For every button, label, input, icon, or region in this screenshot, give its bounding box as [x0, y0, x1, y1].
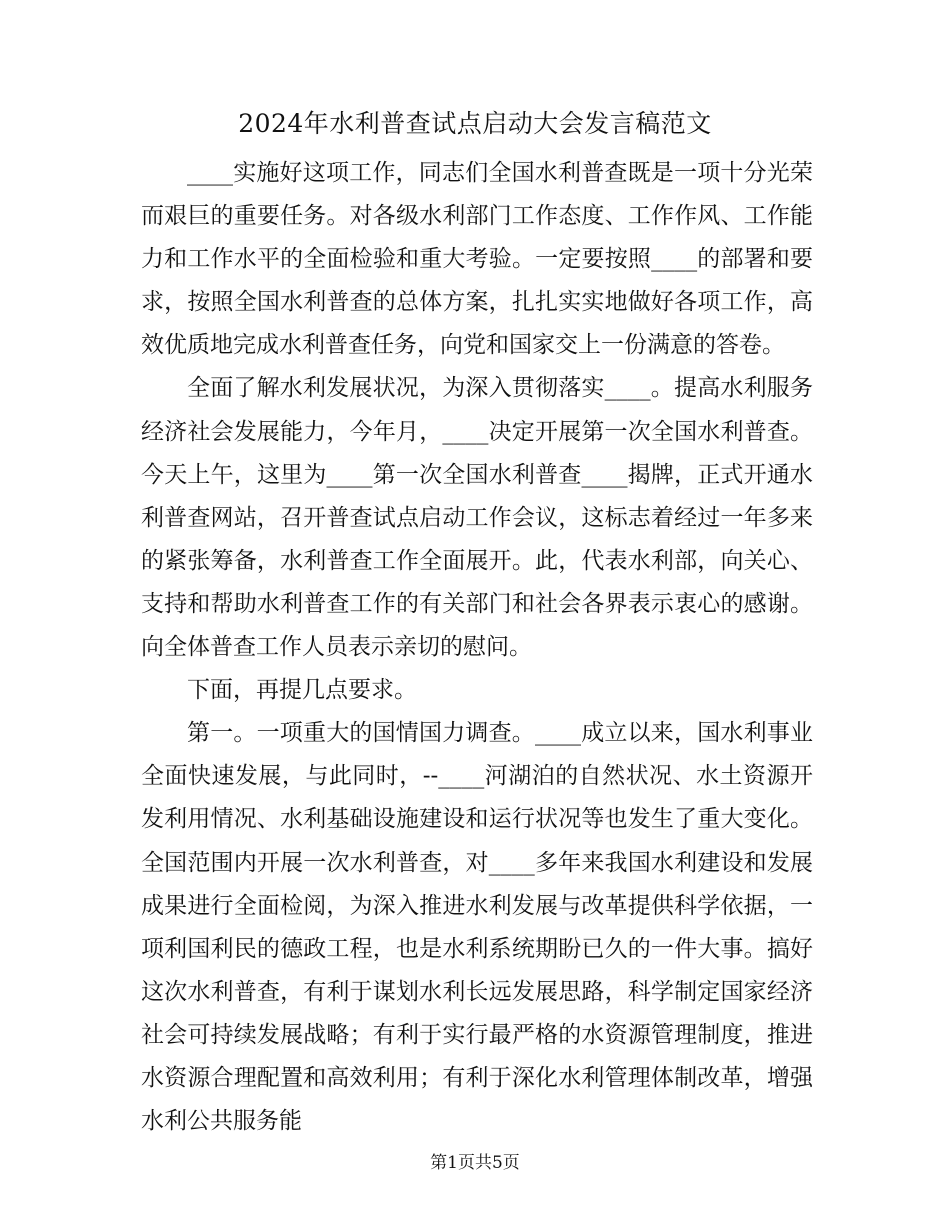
paragraph-2: 全面了解水利发展状况，为深入贯彻落实____。提高水利服务经济社会发展能力，今年月，____决定开展第一次全国水利普查。今天上午，这里为____第一次全国水利普查____揭牌，正式开通水利普查网站，召开普查试点启动工作会议，这标志着经过一年多来的紧张筹备，水利普查工作全面展开。此，代表水利部，向关心、支持和帮助水利普查工作的有关部门和社会各界表示衷心的感谢。向全体普查工作人员表示亲切的慰问。 [141, 375, 813, 661]
document-title: 2024年水利普查试点启动大会发言稿范文 [238, 109, 712, 138]
paragraph-4: 第一。一项重大的国情国力调查。____成立以来，国水利事业全面快速发展，与此同时，--____河湖泊的自然状况、水土资源开发利用情况、水利基础设施建设和运行状况等也发生了重大变化。全国范围内开展一次水利普查，对____多年来我国水利建设和发展成果进行全面检阅，为深入推进水利发展与改革提供科学依据，一项利国利民的德政工程，也是水利系统期盼已久的一件大事。搞好这次水利普查，有利于谋划水利长远发展思路，科学制定国家经济社会可持续发展战略；有利于实行最严格的水资源管理制度，推进水资源合理配置和高效利用；有利于深化水利管理体制改革，增强水利公共服务能 [141, 720, 813, 1135]
paragraph-3: 下面，再提几点要求。 [187, 677, 417, 704]
page-number-footer: 第1页共5页 [430, 1153, 520, 1173]
paragraph-1: ____实施好这项工作，同志们全国水利普查既是一项十分光荣而艰巨的重要任务。对各级水利部门工作态度、工作作风、工作能力和工作水平的全面检验和重大考验。一定要按照____的部署和要求，按照全国水利普查的总体方案，扎扎实实地做好各项工作，高效优质地完成水利普查任务，向党和国家交上一份满意的答卷。 [141, 160, 813, 359]
document-body [141, 152, 813, 1143]
